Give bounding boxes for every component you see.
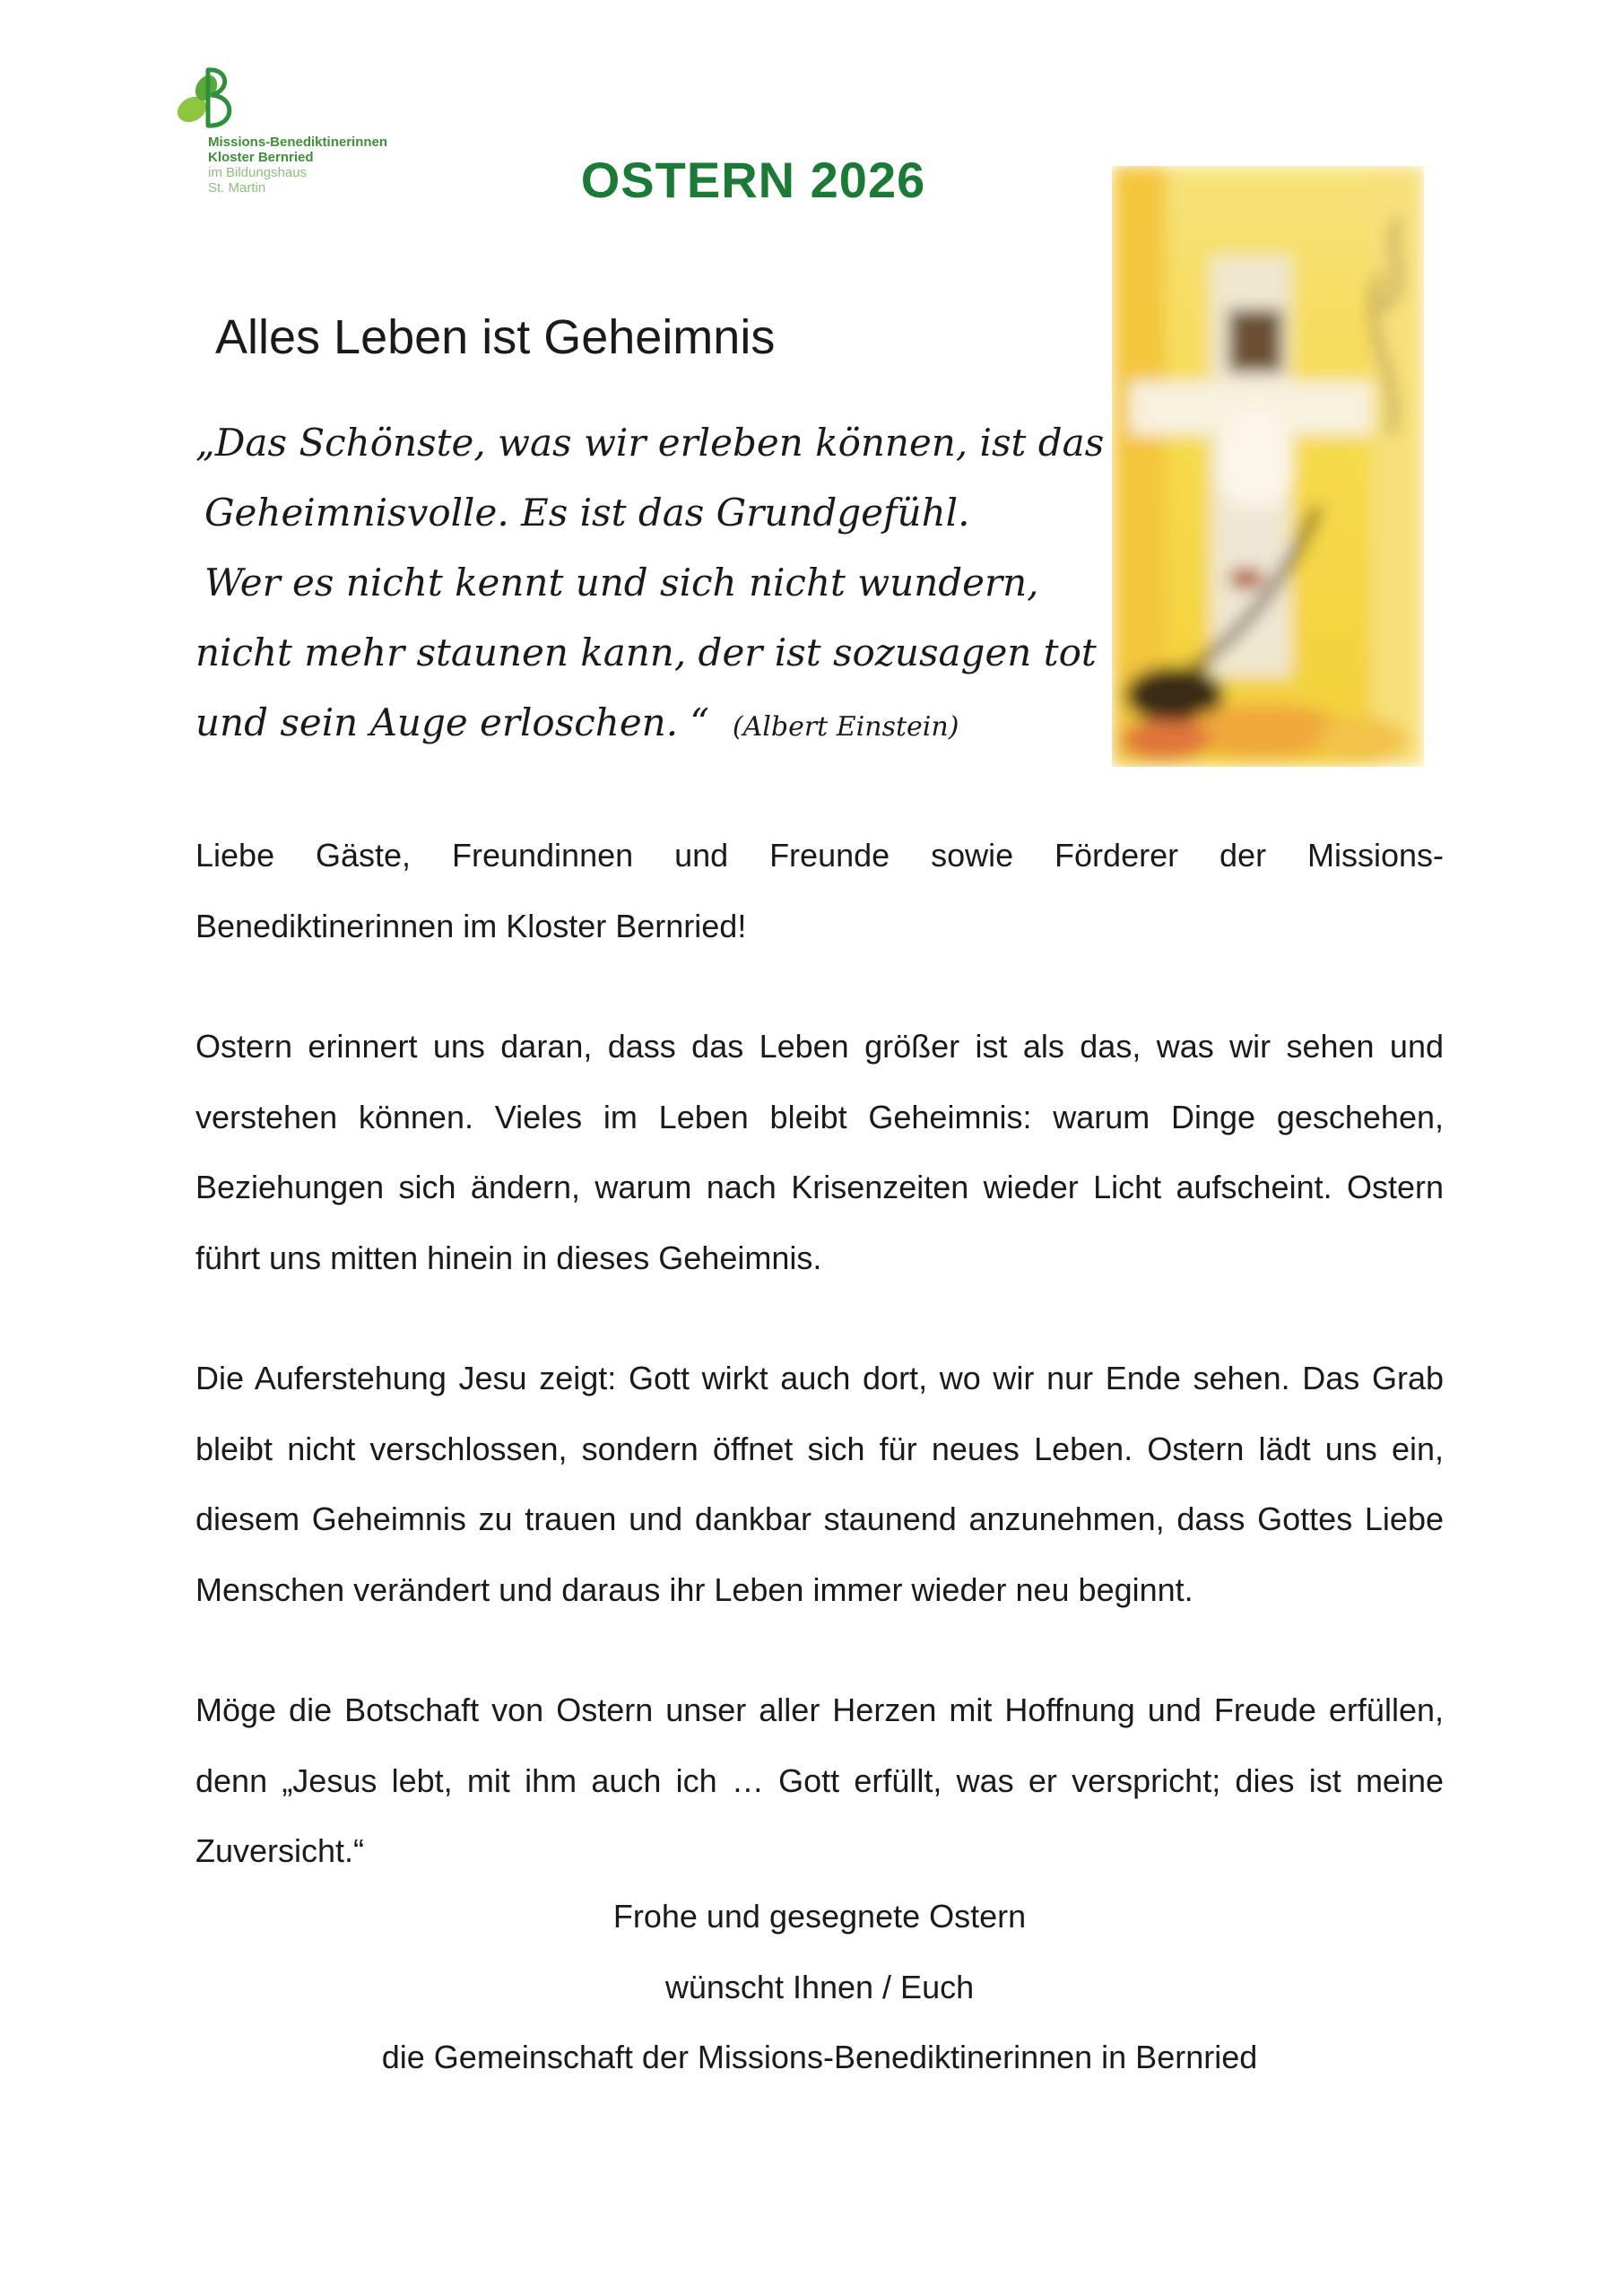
quote-line: nicht mehr staunen kann, der ist sozusagen tot — [195, 631, 1097, 674]
paragraph: Möge die Botschaft von Ostern unser aller Herzen mit Hoffnung und Freude erfüllen, denn „Jesus lebt, mit ihm auch ich … Gott erfüllt, was er verspricht; dies ist meine Zuversicht.“ — [195, 1692, 1444, 1869]
logo-line: St. Martin — [208, 180, 266, 196]
closing-line: wünscht Ihnen / Euch — [664, 1968, 975, 2005]
quote-line: Wer es nicht kennt und sich nicht wundern, — [204, 561, 1039, 604]
logo-line: Missions-Benediktinerinnen — [208, 135, 388, 150]
page-title: OSTERN 2026 — [580, 152, 926, 208]
subtitle: Alles Leben ist Geheimnis — [215, 310, 776, 364]
crucifix-picture — [1112, 166, 1424, 767]
paragraph: Ostern erinnert uns daran, dass das Leben größer ist als das, was wir sehen und verstehen können. Vieles im Leben bleibt Geheimnis: warum Dinge geschehen, Beziehungen sich ändern, warum nach Krisenzeiten wieder Licht aufscheint. Ostern führt uns mitten hinein in dieses Geheimnis. — [195, 1028, 1444, 1276]
closing-signature: die Gemeinschaft der Missions-Benediktinerinnen in Bernried — [381, 2039, 1258, 2075]
leaf-monogram-icon — [172, 63, 244, 135]
quote — [195, 408, 1105, 762]
logo-line: Kloster Bernried — [208, 150, 314, 165]
closing — [195, 1882, 1444, 2093]
crucifix-picture-icon — [1112, 166, 1424, 767]
closing-line: Frohe und gesegnete Ostern — [612, 1898, 1027, 1935]
logo-line: im Bildungshaus — [208, 165, 308, 180]
quote-text: und sein Auge erloschen. “ — [195, 700, 709, 744]
quote-line: „Das Schönste, was wir erleben können, ist das — [195, 421, 1105, 465]
quote-author: (Albert Einstein) — [732, 711, 959, 743]
letter-body — [195, 821, 1444, 1937]
quote-line: Geheimnisvolle. Es ist das Grundgefühl. — [204, 491, 970, 535]
logo — [172, 63, 405, 206]
paragraph: Liebe Gäste, Freundinnen und Freunde sowie Förderer der Missions-Benediktinerinnen im Kloster Bernried! — [195, 837, 1444, 944]
quote-line-last — [195, 688, 1056, 762]
logo-text — [208, 135, 387, 196]
paragraph: Die Auferstehung Jesu zeigt: Gott wirkt auch dort, wo wir nur Ende sehen. Das Grab bleibt nicht verschlossen, sondern öffnet sich für neues Leben. Ostern lädt uns ein, diesem Geheimnis zu trauen und dankbar staunend anzunehmen, dass Gottes Liebe Menschen verändert und daraus ihr Leben immer wieder neu beginnt. — [195, 1360, 1444, 1608]
